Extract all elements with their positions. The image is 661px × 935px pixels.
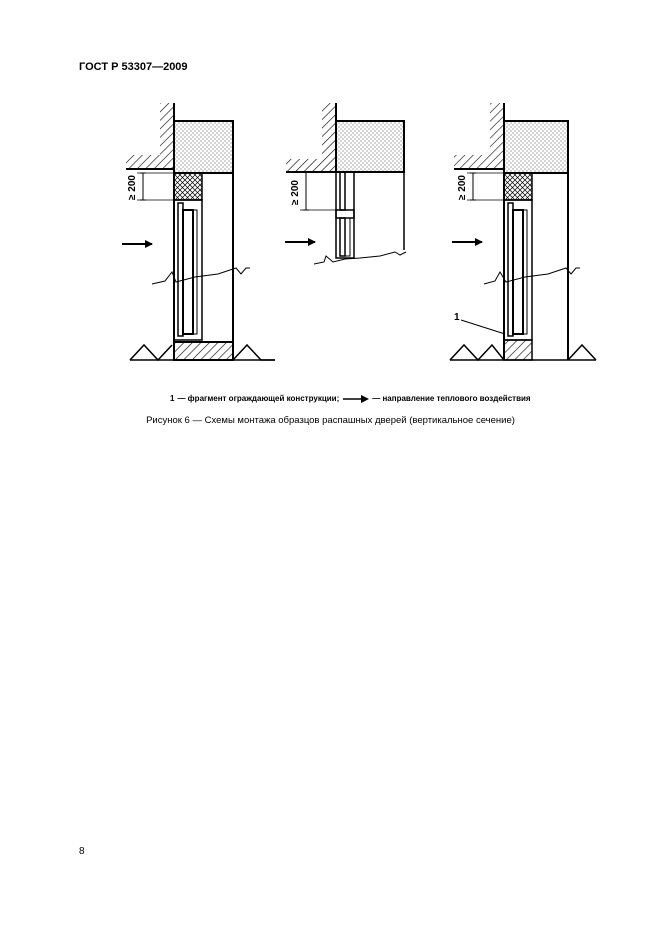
diagram-right [450,103,596,360]
door-mounting-diagrams [0,0,661,400]
legend-arrow-text: — направление теплового воздействия [372,394,531,403]
page-number: 8 [79,846,85,857]
legend-item-text: — фрагмент ограждающей конструкции; [177,394,340,403]
figure-caption: Рисунок 6 — Схемы монтажа образцов распашных дверей (вертикальное сечение) [146,415,515,426]
figure-legend [170,394,531,403]
document-header: ГОСТ Р 53307—2009 [79,61,188,73]
dimension-label-right: ≥ 200 [457,175,468,200]
diagram-middle [285,103,406,264]
legend-item-number: 1 [170,394,175,403]
diagram-left [122,103,275,360]
dimension-label-left: ≥ 200 [127,175,138,200]
callout-number: 1 [454,312,460,323]
legend-arrow-icon [343,395,369,403]
dimension-label-middle: ≥ 200 [290,180,301,205]
